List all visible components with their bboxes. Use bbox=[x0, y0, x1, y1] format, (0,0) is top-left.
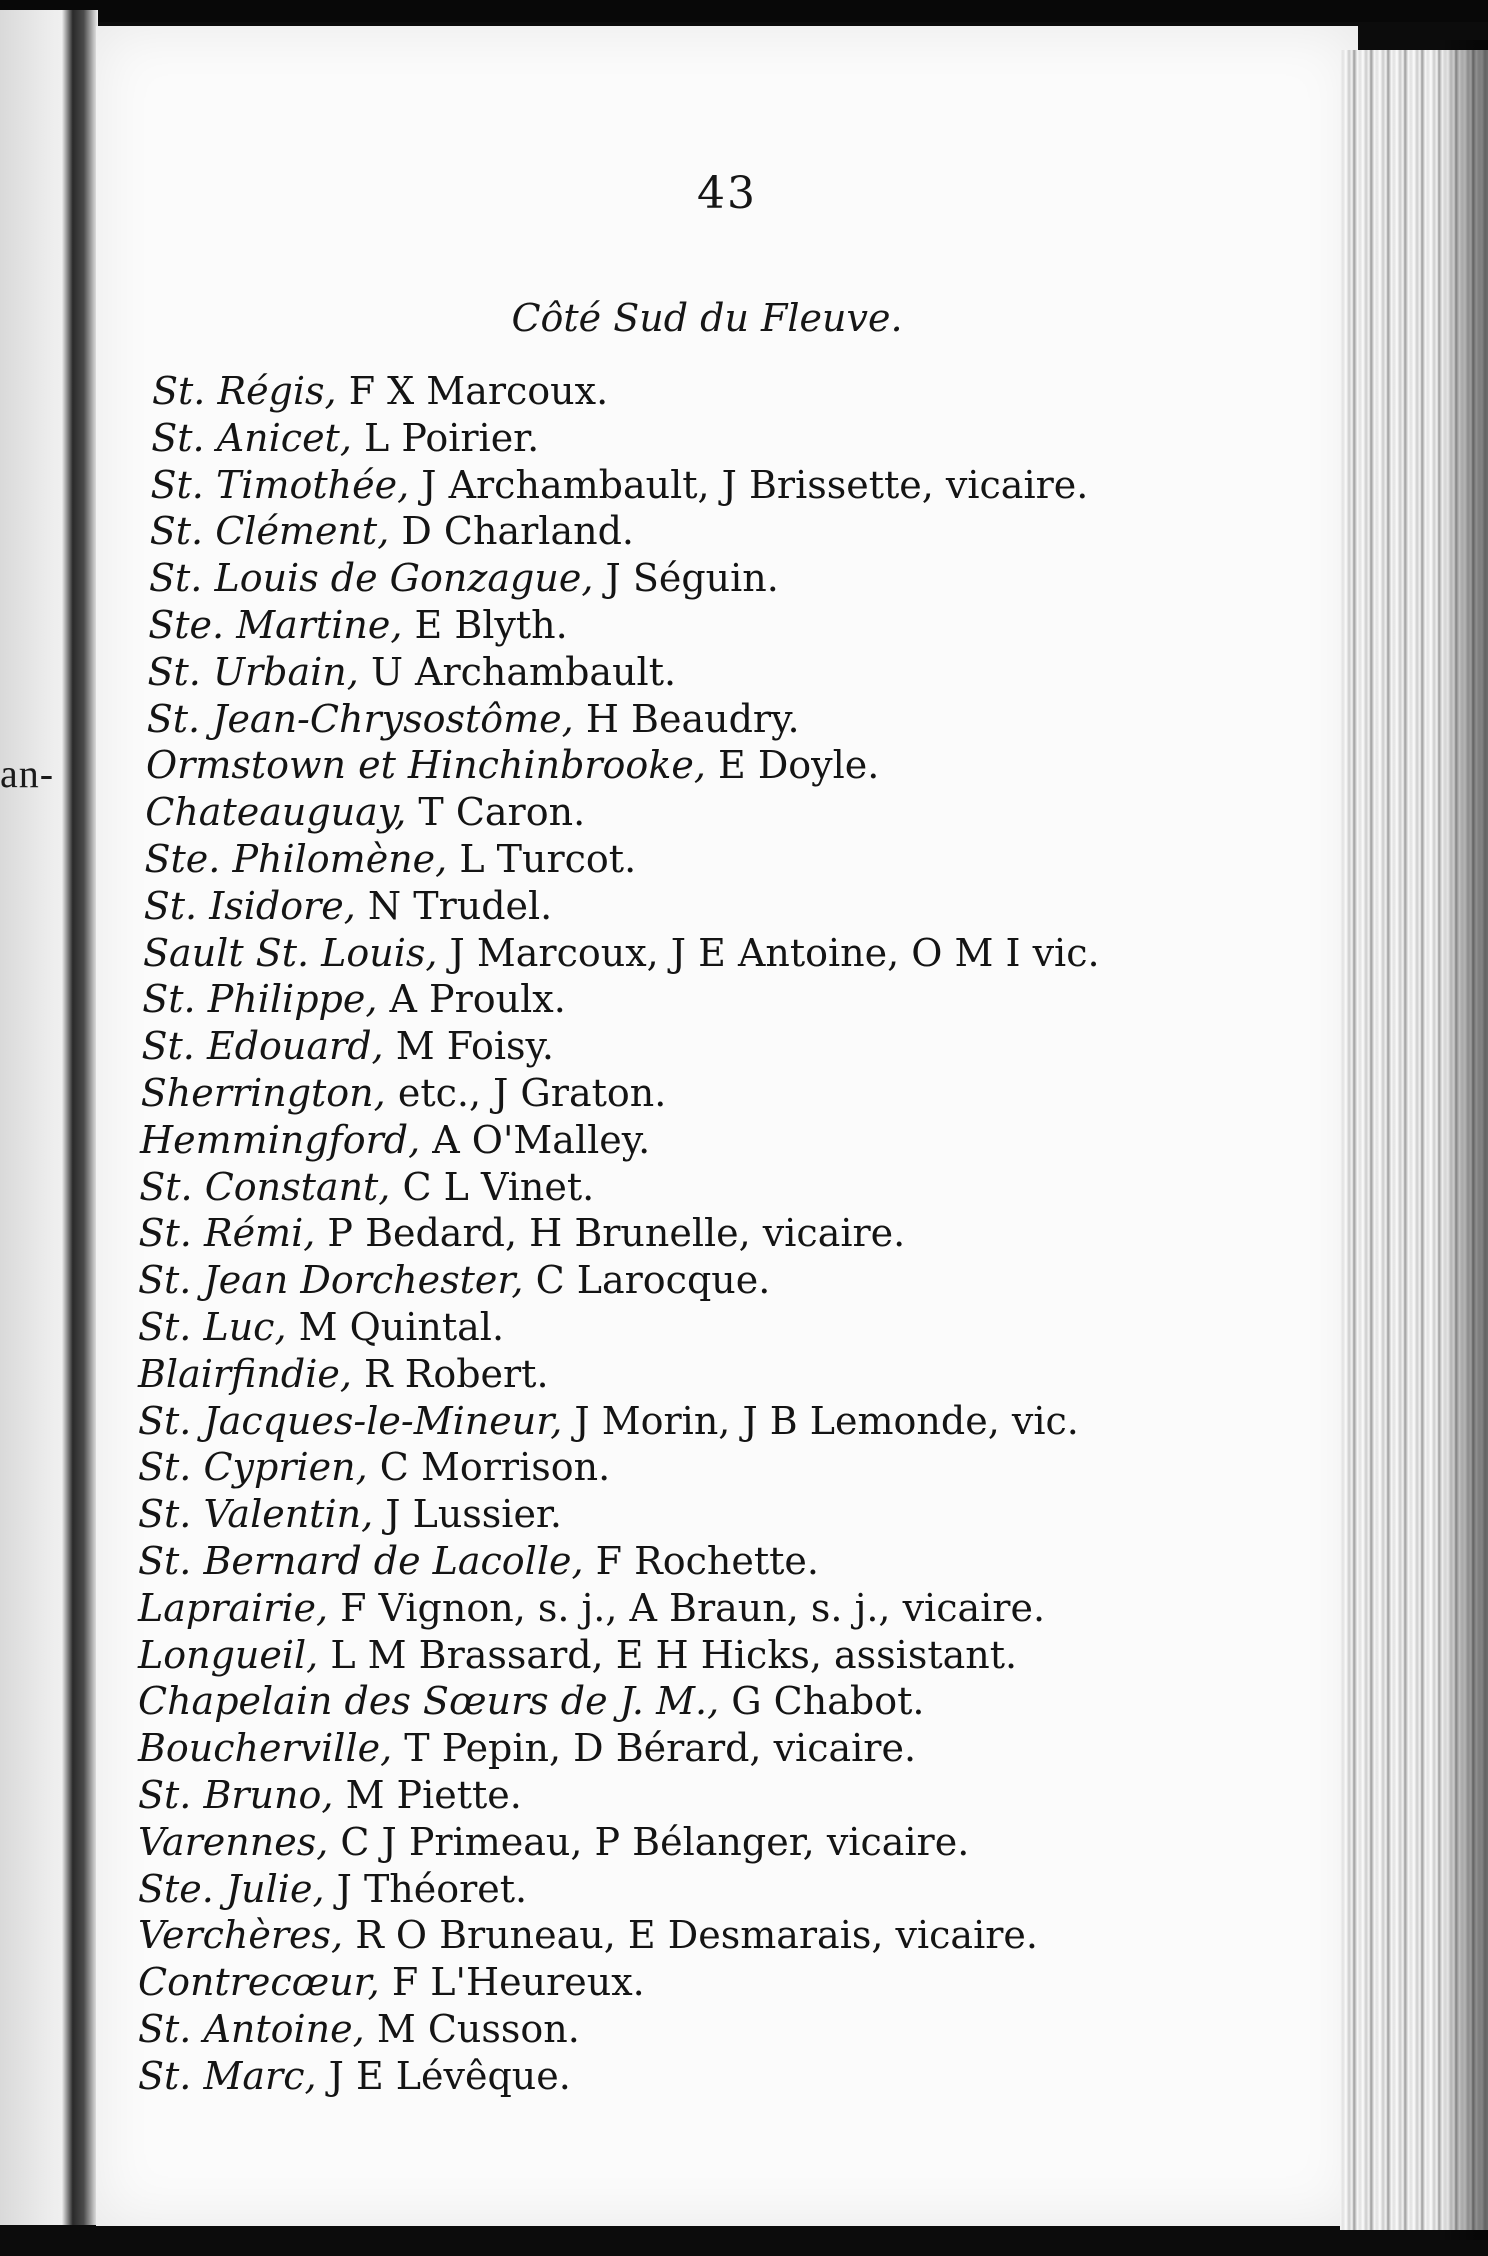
clergy-names: J Séguin. bbox=[605, 556, 779, 601]
parish-entry bbox=[138, 1912, 1318, 1959]
clergy-names: F Rochette. bbox=[595, 1538, 819, 1583]
parish-name: Ste. Martine, bbox=[148, 602, 403, 647]
parish-name: Ormstown et Hinchinbrooke, bbox=[146, 743, 706, 788]
clergy-names: J E Lévêque. bbox=[328, 2053, 571, 2098]
clergy-names: T Pepin, D Bérard, vicaire. bbox=[404, 1726, 917, 1771]
parish-name: St. Philippe, bbox=[142, 977, 378, 1022]
clergy-names: F Vignon, s. j., A Braun, s. j., vicaire. bbox=[340, 1585, 1046, 1630]
parish-name: Ste. Philomène, bbox=[144, 836, 448, 881]
clergy-names: N Trudel. bbox=[367, 883, 553, 928]
parish-entry bbox=[138, 1351, 1318, 1398]
clergy-names: T Caron. bbox=[418, 790, 586, 835]
parish-entry bbox=[138, 1491, 1318, 1538]
clergy-names: J Théoret. bbox=[336, 1866, 528, 1911]
clergy-names: etc., J Graton. bbox=[397, 1070, 667, 1115]
clergy-names: C Morrison. bbox=[379, 1445, 611, 1490]
clergy-names: J Morin, J B Lemonde, vic. bbox=[574, 1398, 1079, 1443]
parish-name: Hemmingford, bbox=[140, 1117, 421, 1162]
clergy-names: J Lussier. bbox=[385, 1492, 562, 1537]
parish-name: Ste. Julie, bbox=[138, 1866, 325, 1911]
clergy-names: M Cusson. bbox=[376, 2006, 580, 2051]
parish-entry bbox=[148, 649, 1319, 696]
clergy-names: J Archambault, J Brissette, vicaire. bbox=[421, 462, 1089, 507]
parish-entry bbox=[138, 1538, 1318, 1585]
parish-name: Contrecœur, bbox=[138, 1960, 380, 2005]
parish-entry bbox=[146, 742, 1318, 789]
parish-entry bbox=[151, 462, 1319, 509]
clergy-names: P Bedard, H Brunelle, vicaire. bbox=[327, 1211, 906, 1256]
parish-name: St. Rémi, bbox=[138, 1211, 316, 1256]
parish-entry bbox=[145, 789, 1318, 836]
facing-page-text-fragment: an- bbox=[0, 751, 55, 796]
parish-name: St. Constant, bbox=[139, 1164, 391, 1209]
parish-name: St. Anicet, bbox=[151, 415, 352, 460]
parish-entry bbox=[139, 1210, 1319, 1257]
page-number: 43 bbox=[697, 168, 757, 219]
page-edge-shadow bbox=[1440, 40, 1488, 2240]
parish-name: Verchères, bbox=[138, 1913, 344, 1958]
parish-entry bbox=[145, 836, 1319, 883]
clergy-names: G Chabot. bbox=[731, 1679, 925, 1724]
parish-entry bbox=[152, 368, 1318, 415]
parish-name: Sault St. Louis, bbox=[143, 930, 438, 975]
parish-entry bbox=[149, 555, 1318, 602]
parish-entry bbox=[140, 1117, 1318, 1164]
parish-entry bbox=[138, 1444, 1318, 1491]
clergy-names: R O Bruneau, E Desmarais, vicaire. bbox=[355, 1913, 1038, 1958]
parish-entry bbox=[142, 976, 1318, 1023]
clergy-names: C Larocque. bbox=[535, 1258, 771, 1303]
parish-entry bbox=[143, 930, 1318, 977]
parish-name: Sherrington, bbox=[140, 1070, 386, 1115]
parish-name: St. Cyprien, bbox=[138, 1445, 368, 1490]
parish-name: Blairfindie, bbox=[138, 1351, 352, 1396]
parish-entry bbox=[138, 1678, 1318, 1725]
parish-entry bbox=[138, 1398, 1318, 1445]
parish-entry bbox=[138, 1257, 1318, 1304]
parish-entry bbox=[138, 1304, 1318, 1351]
parish-name: Chateauguay, bbox=[145, 790, 407, 835]
parish-name: Boucherville, bbox=[138, 1726, 393, 1771]
parish-entry bbox=[148, 602, 1318, 649]
clergy-names: A O'Malley. bbox=[432, 1117, 651, 1162]
clergy-names: C J Primeau, P Bélanger, vicaire. bbox=[340, 1819, 970, 1864]
parish-name: St. Marc, bbox=[138, 2053, 317, 2098]
book-page bbox=[96, 26, 1358, 2226]
parish-entry bbox=[138, 2006, 1318, 2053]
parish-name: St. Jacques-le-Mineur, bbox=[138, 1398, 563, 1443]
parish-name: St. Jean-Chrysostôme, bbox=[146, 696, 574, 741]
parish-name: Chapelain des Sœurs de J. M., bbox=[138, 1679, 720, 1724]
parish-entry bbox=[147, 696, 1318, 743]
parish-entry bbox=[141, 1070, 1318, 1117]
parish-entry bbox=[138, 2053, 1318, 2100]
clergy-names: M Piette. bbox=[345, 1772, 522, 1817]
parish-entry bbox=[139, 1164, 1318, 1211]
parish-list bbox=[138, 368, 1318, 2099]
section-heading: Côté Sud du Fleuve. bbox=[511, 296, 903, 340]
clergy-names: L Poirier. bbox=[364, 415, 540, 460]
parish-entry bbox=[138, 1819, 1318, 1866]
clergy-names: R Robert. bbox=[364, 1351, 549, 1396]
parish-name: St. Jean Dorchester, bbox=[138, 1258, 524, 1303]
parish-name: St. Régis, bbox=[152, 369, 337, 413]
parish-entry bbox=[144, 883, 1318, 930]
clergy-names: F L'Heureux. bbox=[391, 1960, 645, 2005]
parish-name: St. Clément, bbox=[149, 509, 390, 554]
clergy-names: C L Vinet. bbox=[402, 1164, 595, 1209]
parish-name: St. Urbain, bbox=[147, 649, 359, 694]
parish-name: St. Bernard de Lacolle, bbox=[138, 1538, 584, 1583]
clergy-names: M Quintal. bbox=[298, 1304, 505, 1349]
book-gutter bbox=[62, 10, 98, 2225]
clergy-names: J Marcoux, J E Antoine, O M I vic. bbox=[449, 930, 1100, 975]
clergy-names: H Beaudry. bbox=[585, 696, 800, 741]
parish-name: St. Isidore, bbox=[143, 883, 356, 928]
parish-name: Laprairie, bbox=[138, 1585, 329, 1630]
parish-name: Longueil, bbox=[138, 1632, 319, 1677]
parish-name: St. Timothée, bbox=[150, 462, 410, 507]
parish-name: St. Luc, bbox=[138, 1304, 287, 1349]
clergy-names: M Foisy. bbox=[395, 1024, 555, 1069]
clergy-names: A Proulx. bbox=[389, 977, 566, 1022]
clergy-names: U Archambault. bbox=[370, 649, 677, 694]
parish-name: St. Antoine, bbox=[138, 2006, 365, 2051]
parish-entry bbox=[142, 1023, 1319, 1070]
parish-entry bbox=[138, 1866, 1318, 1913]
parish-entry bbox=[138, 1585, 1318, 1632]
parish-name: St. Valentin, bbox=[138, 1492, 374, 1537]
parish-entry bbox=[151, 415, 1318, 462]
parish-entry bbox=[138, 1725, 1318, 1772]
parish-name: St. Louis de Gonzague, bbox=[149, 556, 594, 601]
parish-name: St. Bruno, bbox=[138, 1772, 334, 1817]
parish-name: St. Edouard, bbox=[141, 1024, 384, 1069]
clergy-names: E Blyth. bbox=[414, 602, 568, 647]
parish-entry bbox=[138, 1959, 1318, 2006]
parish-entry bbox=[150, 508, 1318, 555]
parish-entry bbox=[138, 1772, 1318, 1819]
parish-name: Varennes, bbox=[138, 1819, 329, 1864]
clergy-names: F X Marcoux. bbox=[348, 369, 609, 413]
clergy-names: D Charland. bbox=[401, 509, 634, 554]
clergy-names: L M Brassard, E H Hicks, assistant. bbox=[330, 1632, 1018, 1677]
clergy-names: L Turcot. bbox=[459, 836, 637, 881]
parish-entry bbox=[138, 1632, 1318, 1679]
scan-border bbox=[0, 0, 1488, 22]
clergy-names: E Doyle. bbox=[718, 743, 880, 788]
